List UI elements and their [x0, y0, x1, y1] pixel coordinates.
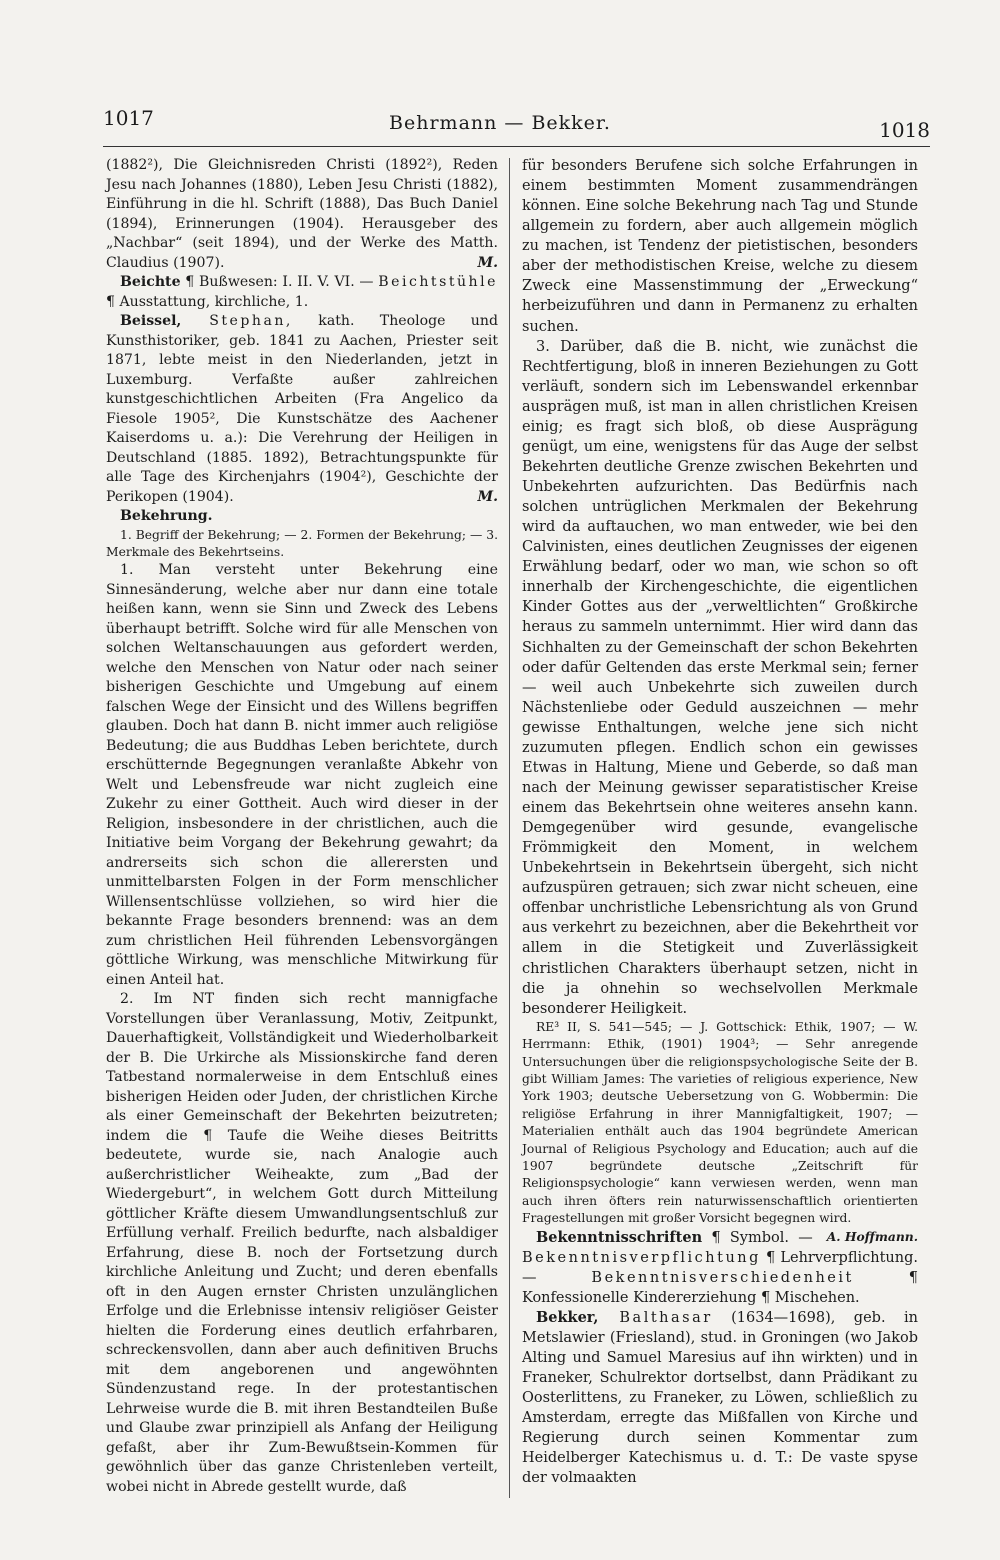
section-2-continuation: für besonders Berufene sich solche Erfahrungen in einem bestimmten Moment zusammendrängen können. Eine solche Bekehrung nach Tag und Stunde allgemein zu fordern, aber auch allgemein möglich zu machen, ist Tendenz der pietistischen, besonders aber der methodistischen Kreise, welche zu diesem Zweck eine Massenstimmung der „Erweckung“ herbeizuführen und dann in Permanenz zu erhalten suchen. [522, 158, 918, 335]
entry-text: ¶ Bußwesen: I. II. V. VI. — [180, 274, 379, 290]
entry-text: (1882²), Die Gleichnisreden Christi (1892²), Reden Jesu nach Johannes (1880), Leben Jesu Christi (1882), Einführung in die hl. Schrift (1888), Das Buch Daniel (1894), Erinnerungen (1904). Herausgeber des „Nachbar“ (seit 1894), und der Werke des Matth. Claudius (1907). [106, 157, 498, 271]
cross-reference: Bekenntnisverpflichtung [522, 1249, 761, 1266]
column-divider [509, 158, 510, 1498]
cross-reference: Bekenntnisverschiedenheit [591, 1269, 854, 1286]
author-signature: M. [477, 254, 498, 271]
left-column [106, 156, 498, 1497]
entry-beissel [106, 312, 498, 507]
person-name: Balthasar [598, 1309, 713, 1326]
right-column [522, 156, 918, 1488]
author-signature: M. [477, 488, 498, 505]
running-head: Behrmann — Bekker. [389, 112, 611, 134]
entry-beichte [106, 273, 498, 312]
person-name: Stephan, [181, 313, 293, 329]
entry-text: ¶ Symbol. — [702, 1229, 813, 1246]
entry-text: kath. Theologe und Kunsthistoriker, geb. 1841 zu Aachen, Priester seit 1871, lebte meist in den Niederlanden, jetzt in Luxemburg. Verfaßte außer zahlreichen kunstgeschichtlichen Arbeiten (Fra Angelico da Fiesole 1905², Die Kunstschätze des Aachener Kaiserdoms u. a.): Die Verehrung der Heiligen in Deutschland (1885. 1892), Betrachtungspunkte für alle Tage des Kirchenjahrs (1904²), Geschichte der Perikopen (1904). [106, 313, 498, 505]
headword: Bekker, [536, 1308, 599, 1326]
author-signature: A. Hoffmann. [826, 1228, 918, 1244]
article-contents: 1. Begriff der Bekehrung; — 2. Formen der Bekehrung; — 3. Merkmale des Bekehrtseins. [106, 527, 498, 559]
literature-text: RE³ II, S. 541—545; — J. Gottschick: Ethik, 1907; — W. Herrmann: Ethik, (1901) 1904³; — Sehr anregende Untersuchungen über die religionspsychologische Seite der B. gibt William James: The varieties of religious experience, New York 1903; deutsche Uebersetzung von G. Wobbermin: Die religiöse Erfahrung in ihrer Mannigfaltigkeit, 1907; — Materialien enthält auch das 1904 begründete American Journal of Religious Psychology and Education; auch auf die 1907 begründete deutsche „Zeitschrift für Religionspsychologie“ kann verwiesen werden, wenn man auch ihren öfters rein naturwissenschaftlich orientierten Fragestellungen mit großer Vorsicht begegnen wird. [522, 1019, 918, 1226]
entry-bekker [522, 1308, 918, 1489]
section-1: 1. Man versteht unter Bekehrung eine Sinnesänderung, welche aber nur dann eine totale heißen kann, wenn sie Sinn und Zweck des Lebens überhaupt betrifft. Solche wird für alle Menschen von solchen Weltanschauungen aus gefordert werden, welche den Menschen von Natur oder nach seiner bisherigen Geschichte und Umgebung auf einem falschen Wege der Einsicht und des Willens begriffen glauben. Doch hat dann B. nicht immer auch religiöse Bedeutung; die aus Buddhas Leben berichtete, durch erschütternde Begegnungen veranlaßte Abkehr von Welt und Lebensfreude war nicht zugleich eine Zukehr zu einer Gottheit. Auch wird dieser in der Religion, insbesondere in der christlichen, auch die Initiative beim Vorgang der Bekehrung gewahrt; da andrerseits sich schon die allerersten und unmittelbarsten Folgen in der Form menschlicher Willensentschlüsse vollziehen, so wird hier die bekannte Frage besonders brennend: was an dem zum christlichen Heil führenden Lebensvorgängen göttliche Wirkung, was menschliche Mitwirkung für einen Anteil hat. [106, 562, 498, 988]
entry-text: ¶ Konfessionelle Kindererziehung ¶ Mischehen. [522, 1269, 918, 1306]
headword: Bekenntnisschriften [536, 1228, 703, 1246]
headword-bekehrung: Bekehrung. [120, 508, 213, 524]
headword: Beichte [120, 274, 181, 290]
page-header [0, 100, 1000, 140]
cross-reference: Beichtstühle [378, 274, 498, 290]
page-number-right: 1018 [879, 118, 930, 142]
section-2: 2. Im NT finden sich recht mannigfache Vorstellungen über Veranlassung, Motiv, Zeitpunkt, Dauerhaftigkeit, Vollständigkeit und Wiederholbarkeit der B. Die Urkirche als Missionskirche fand deren Tatbestand normalerweise in dem Entschluß eines bisherigen Heiden oder Juden, der christlichen Kirche als einer Gemeinschaft der Bekehrten beizutreten; indem die ¶ Taufe die Weihe dieses Beitritts bedeutete, wurde sie, nach Analogie auch außerchristlicher Weiheakte, zum „Bad der Wiedergeburt“, in welchem Gott durch Mitteilung göttlicher Kräfte diesem Umwandlungsentschluß zur Erfüllung verhalf. Freilich bedurfte, nach alsbaldiger Erfahrung, diese B. noch der Fortsetzung durch kirchliche Anleitung und Zucht; und deren ebenfalls oft in den Augen ernster Christen unzulänglichen Erfolge und die Erlebnisse intensiv religiöser Geister hielten die Forderung eines deutlich erfahrbaren, schreckensvollen, dann aber auch definitiven Bruchs mit dem angeborenen und angewöhnten Sündenzustand rege. In der protestantischen Lehrweise wurde die B. mit ihren Bestandteilen Buße und Glaube zwar prinzipiell als Anfang der Heiligung gefaßt, aber ihr Zum-Bewußtsein-Kommen für gewöhnlich über das ganze Christenleben verteilt, wobei nicht in Abrede gestellt wurde, daß [106, 991, 498, 1495]
entry-continuation [106, 156, 498, 273]
section-3: 3. Darüber, daß die B. nicht, wie zunächst die Rechtfertigung, bloß in inneren Beziehungen zu Gott verläuft, sondern sich im Lebenswandel erkennbar ausprägen muß, ist man in allen christlichen Kreisen einig; es fragt sich bloß, ob diese Ausprägung genügt, um eine, wenigstens für das Auge der selbst Bekehrten deutliche Grenze zwischen Bekehrten und Unbekehrten aufzurichten. Das Bedürfnis nach solchen untrüglichen Merkmalen der Bekehrung wird da auftauchen, wo man entweder, wie bei den Calvinisten, eines deutlichen Zeugnisses der eigenen Erwählung bedarf, oder wo man, wie schon so oft innerhalb der Kirchengeschichte, die eigentlichen Kinder Gottes aus der „verweltlichten“ Großkirche heraus zu sammeln unternimmt. Hier wird dann das Sichhalten zu der Gemeinschaft der schon Bekehrten oder dafür Geltenden das erste Merkmal sein; ferner — weil auch Unbekehrte sich zuweilen durch Nächstenliebe oder Geduld auszeichnen — mehr gewisse Enthaltungen, welche jene sich nicht zuzumuten pflegen. Endlich schon ein gewisses Etwas in Haltung, Miene und Geberde, so daß man nach der Meinung gewisser separatistischer Kreise einem das Bekehrtsein ohne weiteres ansehn kann. Demgegenüber wird gesunde, evangelische Frömmigkeit den Moment, in welchem Unbekehrtsein in Bekehrtsein übergeht, sich nicht aufzuspüren getrauen; sich zwar nicht scheuen, eine offenbar unchristliche Lebensrichtung als von Grund aus verkehrt zu bezeichnen, aber die Bekehrtheit vor allem in die Stetigkeit und Zuverlässigkeit christlichen Charakters überhaupt setzen, nicht in die ja ohnehin so wechselvollen Merkmale besonderer Heiligkeit. [522, 338, 918, 1017]
entry-text: (1634—1698), geb. in Metslawier (Friesland), stud. in Groningen (wo Jakob Alting und Samuel Maresius auf ihn wirkten) und in Franeker, Schulrektor dortselbst, dann Prädikant zu Oosterlittens, zu Franeker, zu Löwen, schließlich zu Amsterdam, erregte das Mißfallen von Kirche und Regierung durch seinen Kommentar zum Heidelberger Katechismus u. d. T.: De vaste spyse der volmaakten [522, 1309, 918, 1487]
entry-text: ¶ Ausstattung, kirchliche, 1. [106, 293, 309, 310]
header-rule [103, 146, 930, 147]
entry-text: ¶ Lehrverpflichtung. — [522, 1249, 918, 1286]
headword: Beissel, [120, 313, 182, 329]
page-number-left: 1017 [103, 106, 154, 130]
